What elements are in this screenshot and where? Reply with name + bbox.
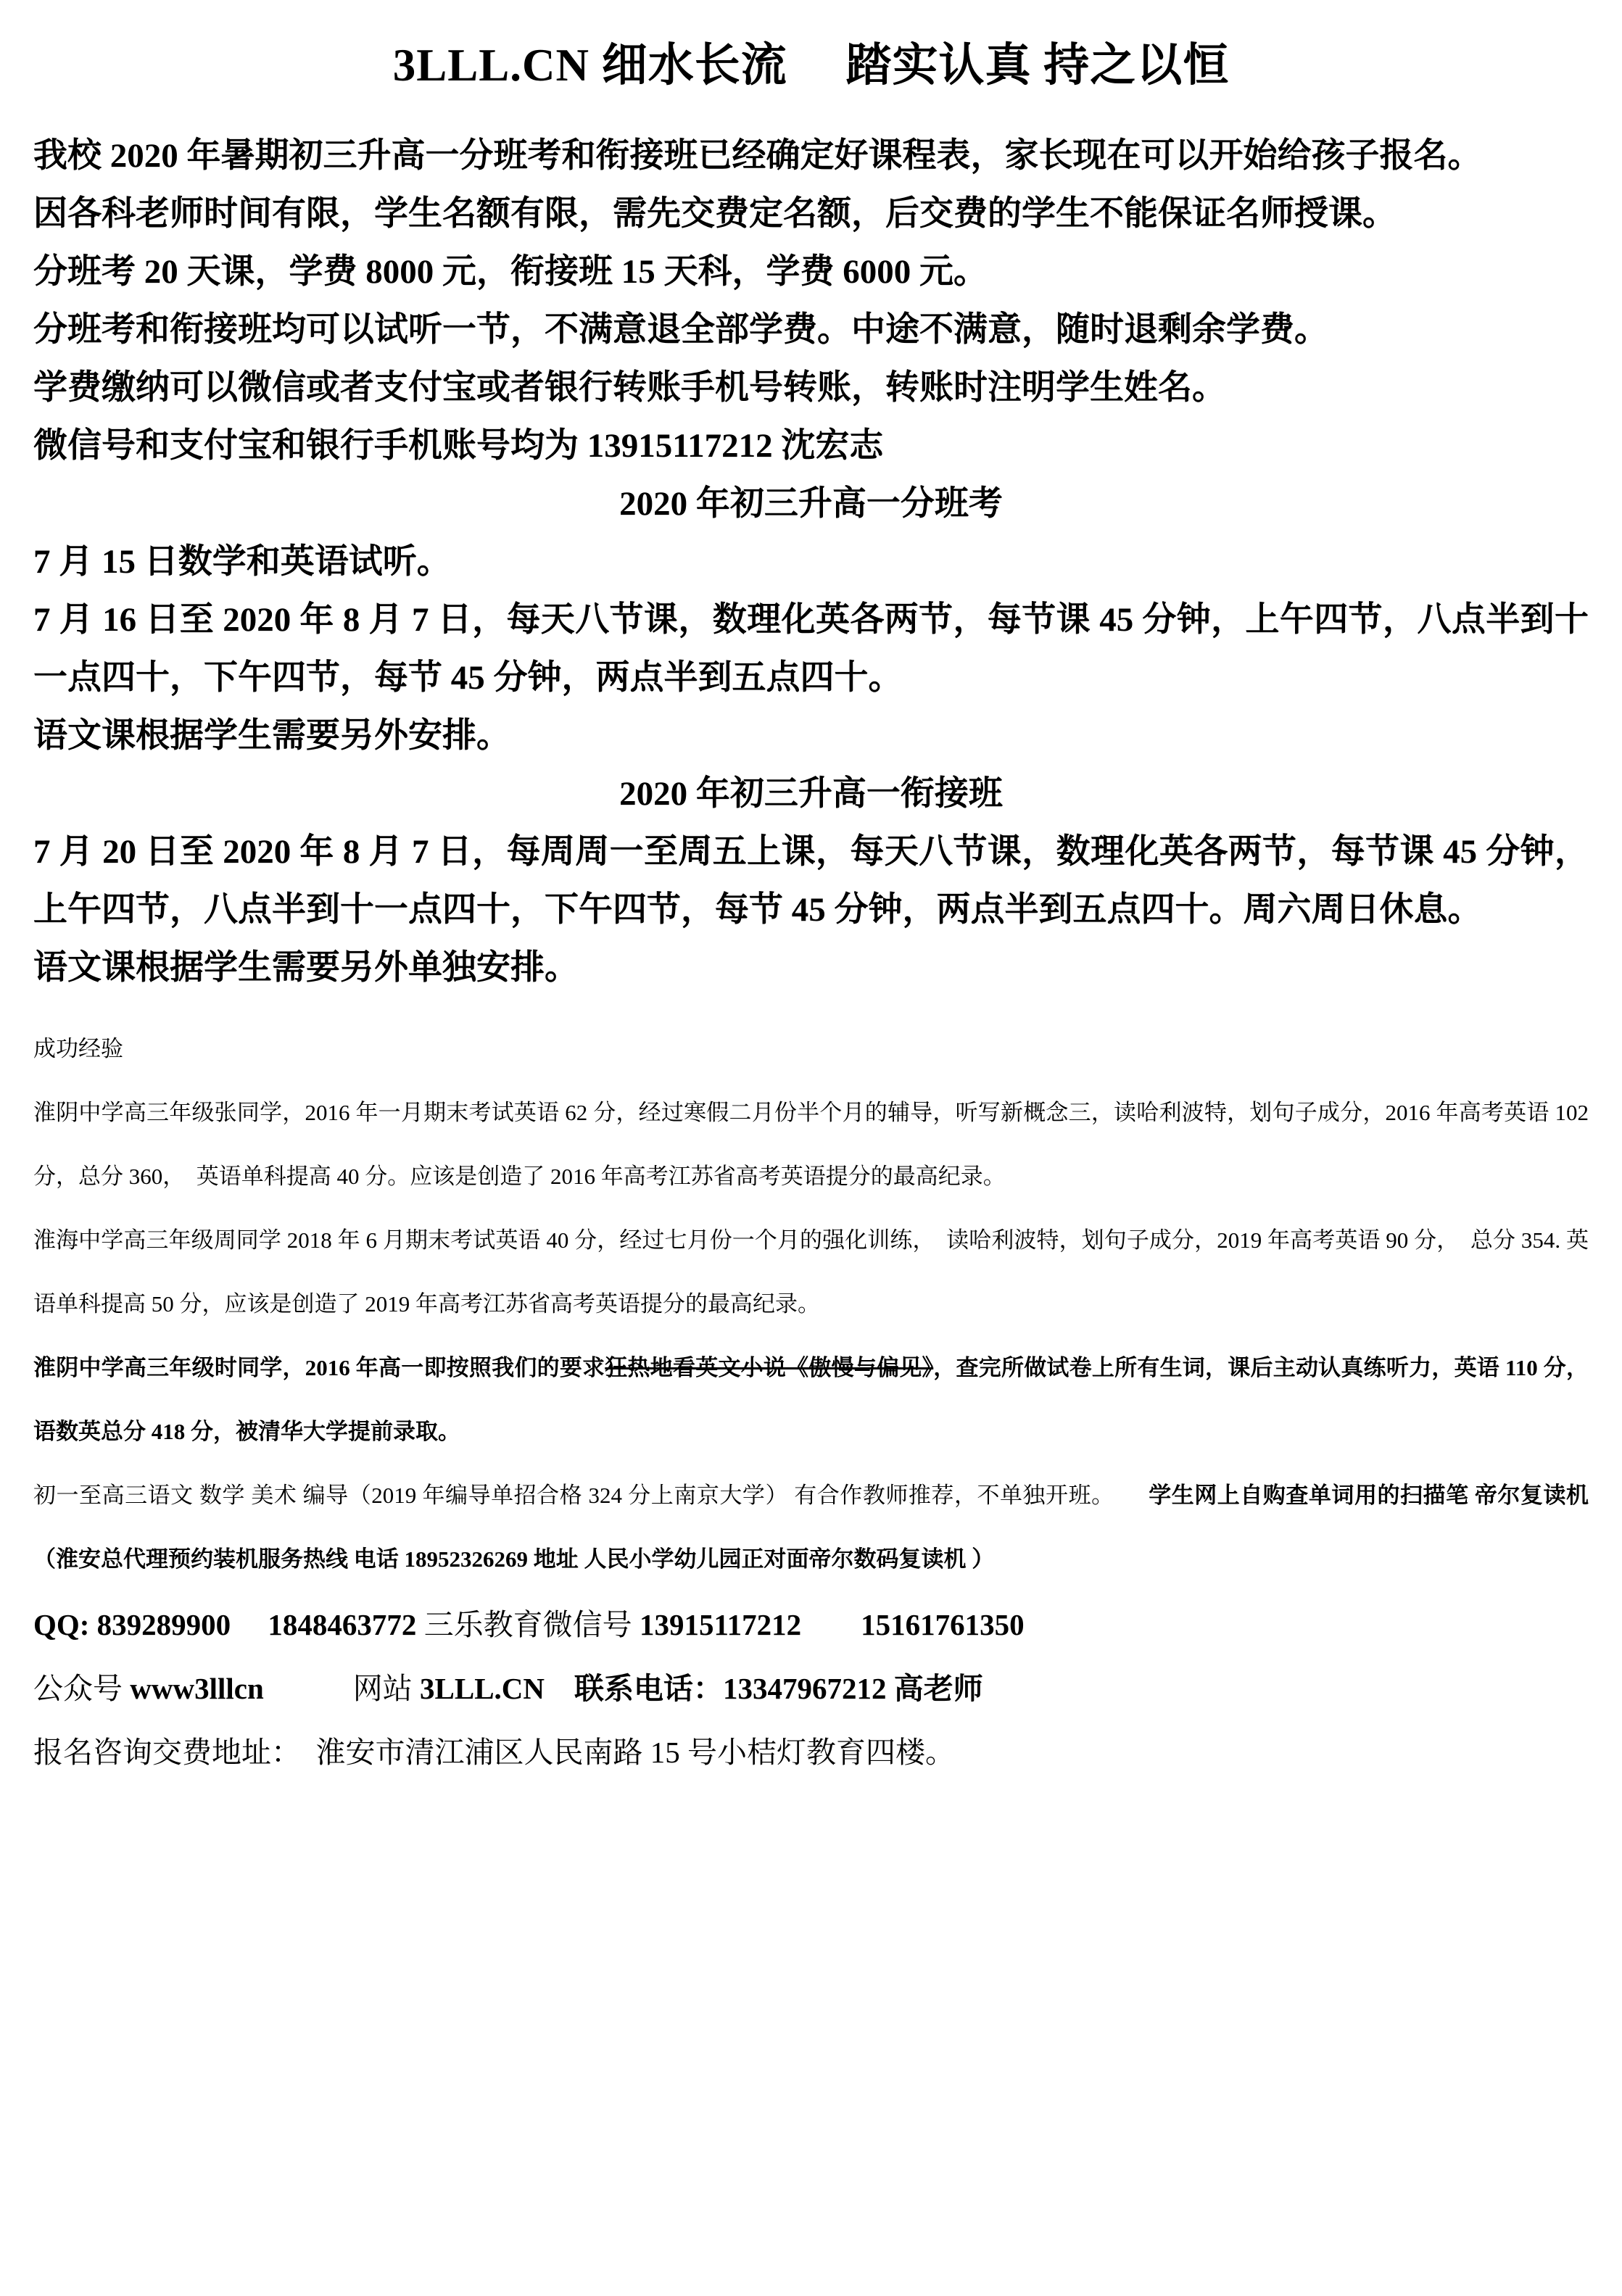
website-contact-line xyxy=(33,1657,1589,1720)
exam-section-heading: 2020 年初三升高一分班考 xyxy=(619,485,1003,523)
success-story-1: 淮阴中学高三年级张同学，2016 年一月期末考试英语 62 分，经过寒假二月份半个月的辅导，听写新概念三，读哈利波特，划句子成分，2016 年高考英语 102 分，总分 360， 英语单科提高 40 分。应该是创造了 2016 年高考江苏省高考英语提分的最高纪录。 xyxy=(33,1100,1589,1189)
bridge-section-heading: 2020 年初三升高一衔接班 xyxy=(619,775,1003,813)
wechat-account-label: 三乐教育微信号 xyxy=(423,1608,640,1641)
website-value: 3LLL.CN xyxy=(420,1672,545,1705)
bridge-paragraph-1: 7 月 20 日至 2020 年 8 月 7 日，每周周一至周五上课，每天八节课，数理化英各两节，每节课 45 分钟，上午四节，八点半到十一点四十，下午四节，每节 45 分钟，两点半到五点四十。周六周日休息。 xyxy=(33,833,1589,929)
courses-bold-text: 学生网上自购查单词用的扫描笔 帝尔复读机（淮安总代理预约装机服务热线 电话 18952326269 地址 人民小学幼儿园正对面帝尔数码复读机 ） xyxy=(33,1483,1589,1572)
wechat-phone-numbers: 13915117212 15161761350 xyxy=(639,1608,1025,1641)
address-label: 报名咨询交费地址： xyxy=(33,1736,316,1769)
exam-paragraph-2: 7 月 16 日至 2020 年 8 月 7 日，每天八节课，数理化英各两节，每节课 45 分钟，上午四节，八点半到十一点四十，下午四节，每节 45 分钟，两点半到五点四十。 xyxy=(33,601,1589,697)
intro-paragraph-4: 分班考和衔接班均可以试听一节，不满意退全部学费。中途不满意，随时退剩余学费。 xyxy=(33,311,1328,349)
courses-paragraph xyxy=(33,1464,1589,1591)
phone-contact: 联系电话：13347967212 高老师 xyxy=(545,1672,983,1705)
exam-paragraph-3: 语文课根据学生需要另外安排。 xyxy=(33,717,510,755)
page-title: 3LLL.CN 细水长流 踏实认真 持之以恒 xyxy=(392,40,1230,91)
success-section xyxy=(33,1017,1589,1591)
website-label: 网站 xyxy=(263,1672,420,1705)
official-account-label: 公众号 xyxy=(33,1672,131,1705)
bridge-paragraph-2: 语文课根据学生需要另外单独安排。 xyxy=(33,949,579,987)
success-story-3 xyxy=(33,1336,1589,1464)
exam-paragraph-1: 7 月 15 日数学和英语试听。 xyxy=(33,543,451,581)
official-account-value: www3lllcn xyxy=(130,1672,264,1705)
address-value: 淮安市清江浦区人民南路 15 号小桔灯教育四楼。 xyxy=(315,1736,955,1769)
intro-paragraph-1: 我校 2020 年暑期初三升高一分班考和衔接班已经确定好课程表，家长现在可以开始给孩子报名。 xyxy=(33,137,1482,175)
intro-paragraph-6: 微信号和支付宝和银行手机账号均为 13915117212 沈宏志 xyxy=(33,427,884,465)
intro-paragraph-5: 学费缴纳可以微信或者支付宝或者银行转账手机号转账，转账时注明学生姓名。 xyxy=(33,369,1226,407)
contact-block xyxy=(33,1593,1589,1784)
intro-paragraph-2: 因各科老师时间有限，学生名额有限，需先交费定名额，后交费的学生不能保证名师授课。 xyxy=(33,195,1397,233)
qq-numbers: QQ: 839289900 1848463772 xyxy=(33,1608,424,1641)
success-story-2: 淮海中学高三年级周同学 2018 年 6 月期末考试英语 40 分，经过七月份一个月的强化训练， 读哈利波特，划句子成分，2019 年高考英语 90 分， 总分 354. 英语单科提高 50 分，应该是创造了 2019 年高考江苏省高考英语提分的最高纪录。 xyxy=(33,1227,1589,1317)
success-section-heading: 成功经验 xyxy=(33,1036,123,1061)
struck-text: 狂热地看英文小说《傲慢与偏见》 xyxy=(605,1355,934,1380)
success-story-3-pre: 淮阴中学高三年级时同学，2016 年高一即按照我们的要求 xyxy=(33,1355,605,1380)
success-story-3-post: ，查完所做试卷上所有生词，课后主动认真练听力，英语 110 分，语数英总分 418 分，被清华大学提前录取。 xyxy=(33,1355,1589,1444)
qq-contact-line xyxy=(33,1593,1589,1657)
address-line xyxy=(33,1720,1589,1784)
intro-block xyxy=(33,127,1589,997)
intro-paragraph-3: 分班考 20 天课，学费 8000 元，衔接班 15 天科，学费 6000 元。 xyxy=(33,253,988,291)
courses-regular-text: 初一至高三语文 数学 美术 编导（2019 年编导单招合格 324 分上南京大学） 有合作教师推荐，不单独开班。 xyxy=(33,1483,1149,1508)
